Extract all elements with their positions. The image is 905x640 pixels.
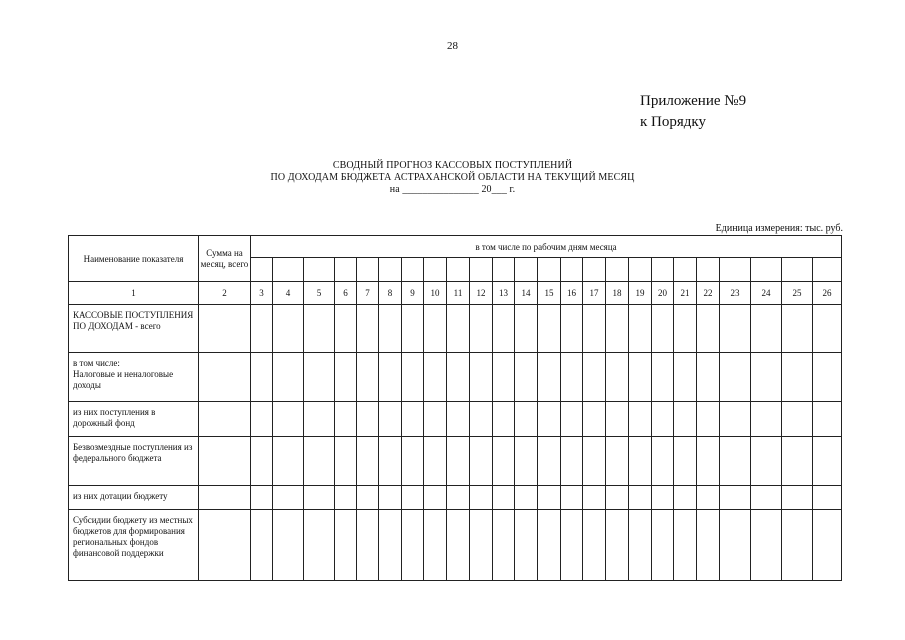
value-cell[interactable] — [538, 486, 561, 510]
column-number-cell: 10 — [424, 282, 447, 305]
column-number-cell: 11 — [447, 282, 470, 305]
column-number-row — [69, 282, 842, 305]
value-cell[interactable] — [304, 305, 335, 353]
value-cell[interactable] — [515, 402, 538, 437]
table-row — [69, 437, 842, 486]
column-number-cell: 13 — [493, 282, 515, 305]
appendix-subtitle: к Порядку — [640, 114, 706, 130]
column-number-cell: 25 — [782, 282, 813, 305]
value-cell[interactable] — [357, 486, 379, 510]
column-number-cell: 26 — [813, 282, 842, 305]
heading-date-line: на _______________ 20___ г. — [389, 184, 516, 195]
value-cell[interactable] — [493, 510, 515, 581]
value-cell[interactable] — [813, 437, 842, 486]
day-header-cell — [447, 258, 470, 282]
value-cell[interactable] — [199, 305, 251, 353]
value-cell[interactable] — [251, 353, 273, 402]
value-cell[interactable] — [606, 353, 629, 402]
value-cell[interactable] — [538, 510, 561, 581]
value-cell[interactable] — [697, 402, 720, 437]
value-cell[interactable] — [493, 437, 515, 486]
day-header-cell — [515, 258, 538, 282]
row-label: в том числе: Налоговые и неналоговые доходы — [69, 353, 199, 402]
table-row — [69, 305, 842, 353]
value-cell[interactable] — [379, 510, 402, 581]
value-cell[interactable] — [782, 486, 813, 510]
value-cell[interactable] — [751, 353, 782, 402]
column-number-cell: 23 — [720, 282, 751, 305]
column-number-cell: 21 — [674, 282, 697, 305]
value-cell[interactable] — [199, 510, 251, 581]
column-number-cell: 7 — [357, 282, 379, 305]
column-number-cell: 9 — [402, 282, 424, 305]
value-cell[interactable] — [273, 353, 304, 402]
value-cell[interactable] — [720, 437, 751, 486]
value-cell[interactable] — [251, 402, 273, 437]
value-cell[interactable] — [470, 510, 493, 581]
value-cell[interactable] — [561, 486, 583, 510]
value-cell[interactable] — [357, 437, 379, 486]
column-number-cell: 18 — [606, 282, 629, 305]
value-cell[interactable] — [720, 353, 751, 402]
value-cell[interactable] — [273, 437, 304, 486]
day-header-cell — [652, 258, 674, 282]
value-cell[interactable] — [357, 305, 379, 353]
day-header-cell — [357, 258, 379, 282]
value-cell[interactable] — [424, 402, 447, 437]
value-cell[interactable] — [515, 353, 538, 402]
day-header-cell — [629, 258, 652, 282]
value-cell[interactable] — [251, 437, 273, 486]
value-cell[interactable] — [629, 486, 652, 510]
value-cell[interactable] — [357, 402, 379, 437]
value-cell[interactable] — [629, 510, 652, 581]
value-cell[interactable] — [199, 353, 251, 402]
row-label: Безвозмездные поступления из федерального бюджета — [69, 437, 199, 486]
value-cell[interactable] — [447, 486, 470, 510]
day-header-cell — [782, 258, 813, 282]
value-cell[interactable] — [629, 353, 652, 402]
value-cell[interactable] — [357, 510, 379, 581]
value-cell[interactable] — [251, 510, 273, 581]
value-cell[interactable] — [424, 353, 447, 402]
value-cell[interactable] — [335, 510, 357, 581]
value-cell[interactable] — [515, 486, 538, 510]
value-cell[interactable] — [199, 402, 251, 437]
heading-line-2: ПО ДОХОДАМ БЮДЖЕТА АСТРАХАНСКОЙ ОБЛАСТИ НА ТЕКУЩИЙ МЕСЯЦ — [270, 172, 635, 183]
column-number-cell: 5 — [304, 282, 335, 305]
value-cell[interactable] — [538, 402, 561, 437]
value-cell[interactable] — [697, 486, 720, 510]
column-number-cell: 15 — [538, 282, 561, 305]
value-cell[interactable] — [652, 437, 674, 486]
value-cell[interactable] — [720, 510, 751, 581]
row-label: из них поступления в дорожный фонд — [69, 402, 199, 437]
header-working-days-group: в том числе по рабочим дням месяца — [251, 236, 842, 258]
column-number-cell: 20 — [652, 282, 674, 305]
column-number-cell: 24 — [751, 282, 782, 305]
value-cell[interactable] — [697, 510, 720, 581]
row-label: Субсидии бюджету из местных бюджетов для формирования региональных фондов финансовой поддержки — [69, 510, 199, 581]
value-cell[interactable] — [357, 353, 379, 402]
value-cell[interactable] — [304, 437, 335, 486]
value-cell[interactable] — [402, 486, 424, 510]
value-cell[interactable] — [470, 486, 493, 510]
value-cell[interactable] — [674, 510, 697, 581]
value-cell[interactable] — [720, 305, 751, 353]
row-label: из них дотации бюджету — [69, 486, 199, 510]
column-number-cell: 12 — [470, 282, 493, 305]
value-cell[interactable] — [561, 510, 583, 581]
column-number-cell: 3 — [251, 282, 273, 305]
value-cell[interactable] — [470, 353, 493, 402]
value-cell[interactable] — [199, 486, 251, 510]
value-cell[interactable] — [515, 437, 538, 486]
column-number-cell: 2 — [199, 282, 251, 305]
value-cell[interactable] — [304, 486, 335, 510]
day-header-cell — [251, 258, 273, 282]
value-cell[interactable] — [583, 437, 606, 486]
appendix-title: Приложение №9 — [640, 93, 747, 109]
value-cell[interactable] — [493, 402, 515, 437]
value-cell[interactable] — [751, 402, 782, 437]
value-cell[interactable] — [447, 305, 470, 353]
day-header-cell — [561, 258, 583, 282]
day-header-cell — [273, 258, 304, 282]
value-cell[interactable] — [751, 437, 782, 486]
value-cell[interactable] — [470, 402, 493, 437]
table-row — [69, 510, 842, 581]
value-cell[interactable] — [304, 402, 335, 437]
value-cell[interactable] — [273, 486, 304, 510]
value-cell[interactable] — [273, 510, 304, 581]
value-cell[interactable] — [538, 353, 561, 402]
value-cell[interactable] — [697, 353, 720, 402]
value-cell[interactable] — [606, 510, 629, 581]
value-cell[interactable] — [447, 437, 470, 486]
value-cell[interactable] — [447, 353, 470, 402]
value-cell[interactable] — [251, 486, 273, 510]
column-number-cell: 4 — [273, 282, 304, 305]
header-month-total: Сумма на месяц, всего — [199, 236, 251, 282]
value-cell[interactable] — [813, 510, 842, 581]
value-cell[interactable] — [583, 402, 606, 437]
column-number-cell: 19 — [629, 282, 652, 305]
value-cell[interactable] — [251, 305, 273, 353]
value-cell[interactable] — [493, 353, 515, 402]
day-header-cell — [402, 258, 424, 282]
value-cell[interactable] — [304, 510, 335, 581]
value-cell[interactable] — [813, 486, 842, 510]
column-number-cell: 8 — [379, 282, 402, 305]
value-cell[interactable] — [629, 437, 652, 486]
value-cell[interactable] — [583, 486, 606, 510]
value-cell[interactable] — [424, 437, 447, 486]
value-cell[interactable] — [447, 402, 470, 437]
value-cell[interactable] — [720, 486, 751, 510]
column-number-cell: 16 — [561, 282, 583, 305]
value-cell[interactable] — [652, 402, 674, 437]
day-header-cell — [583, 258, 606, 282]
value-cell[interactable] — [538, 437, 561, 486]
value-cell[interactable] — [782, 353, 813, 402]
value-cell[interactable] — [813, 353, 842, 402]
value-cell[interactable] — [379, 305, 402, 353]
value-cell[interactable] — [782, 305, 813, 353]
table-row — [69, 402, 842, 437]
value-cell[interactable] — [447, 510, 470, 581]
value-cell[interactable] — [583, 510, 606, 581]
value-cell[interactable] — [402, 353, 424, 402]
day-header-cell — [606, 258, 629, 282]
table-body — [69, 305, 842, 581]
column-number-cell: 17 — [583, 282, 606, 305]
value-cell[interactable] — [583, 305, 606, 353]
day-header-cell — [674, 258, 697, 282]
value-cell[interactable] — [335, 437, 357, 486]
value-cell[interactable] — [379, 437, 402, 486]
value-cell[interactable] — [379, 486, 402, 510]
value-cell[interactable] — [751, 510, 782, 581]
heading-line-1: СВОДНЫЙ ПРОГНОЗ КАССОВЫХ ПОСТУПЛЕНИЙ — [332, 160, 573, 171]
header-indicator-name: Наименование показателя — [69, 236, 199, 282]
value-cell[interactable] — [629, 402, 652, 437]
value-cell[interactable] — [379, 402, 402, 437]
value-cell[interactable] — [402, 402, 424, 437]
value-cell[interactable] — [561, 305, 583, 353]
day-header-cell — [304, 258, 335, 282]
value-cell[interactable] — [493, 305, 515, 353]
appendix-reference — [640, 91, 746, 133]
table-row — [69, 486, 842, 510]
value-cell[interactable] — [335, 305, 357, 353]
page-number: 28 — [447, 40, 458, 52]
value-cell[interactable] — [813, 402, 842, 437]
day-header-cell — [813, 258, 842, 282]
value-cell[interactable] — [674, 402, 697, 437]
value-cell[interactable] — [782, 437, 813, 486]
value-cell[interactable] — [538, 305, 561, 353]
value-cell[interactable] — [606, 437, 629, 486]
day-header-cell — [379, 258, 402, 282]
value-cell[interactable] — [304, 353, 335, 402]
value-cell[interactable] — [561, 353, 583, 402]
column-number-cell: 14 — [515, 282, 538, 305]
column-number-cell: 22 — [697, 282, 720, 305]
value-cell[interactable] — [629, 305, 652, 353]
column-number-cell: 1 — [69, 282, 199, 305]
forecast-table — [68, 235, 842, 581]
value-cell[interactable] — [606, 486, 629, 510]
value-cell[interactable] — [751, 305, 782, 353]
value-cell[interactable] — [697, 305, 720, 353]
value-cell[interactable] — [674, 305, 697, 353]
value-cell[interactable] — [674, 353, 697, 402]
value-cell[interactable] — [652, 510, 674, 581]
value-cell[interactable] — [424, 510, 447, 581]
value-cell[interactable] — [335, 353, 357, 402]
table-row — [69, 353, 842, 402]
value-cell[interactable] — [751, 486, 782, 510]
day-header-cell — [335, 258, 357, 282]
value-cell[interactable] — [424, 305, 447, 353]
unit-of-measure: Единица измерения: тыс. руб. — [715, 223, 843, 234]
value-cell[interactable] — [273, 305, 304, 353]
column-number-cell: 6 — [335, 282, 357, 305]
value-cell[interactable] — [402, 305, 424, 353]
value-cell[interactable] — [493, 486, 515, 510]
value-cell[interactable] — [674, 437, 697, 486]
value-cell[interactable] — [782, 402, 813, 437]
value-cell[interactable] — [561, 402, 583, 437]
day-header-cell — [493, 258, 515, 282]
row-label: КАССОВЫЕ ПОСТУПЛЕНИЯ ПО ДОХОДАМ - всего — [69, 305, 199, 353]
value-cell[interactable] — [424, 486, 447, 510]
document-heading — [0, 160, 905, 196]
value-cell[interactable] — [652, 486, 674, 510]
value-cell[interactable] — [199, 437, 251, 486]
day-header-cell — [538, 258, 561, 282]
day-header-cell — [720, 258, 751, 282]
value-cell[interactable] — [606, 305, 629, 353]
value-cell[interactable] — [335, 402, 357, 437]
value-cell[interactable] — [652, 305, 674, 353]
value-cell[interactable] — [782, 510, 813, 581]
value-cell[interactable] — [652, 353, 674, 402]
day-header-cell — [697, 258, 720, 282]
value-cell[interactable] — [813, 305, 842, 353]
value-cell[interactable] — [674, 486, 697, 510]
value-cell[interactable] — [515, 305, 538, 353]
value-cell[interactable] — [720, 402, 751, 437]
day-header-cell — [470, 258, 493, 282]
day-header-cell — [424, 258, 447, 282]
value-cell[interactable] — [606, 402, 629, 437]
value-cell[interactable] — [335, 486, 357, 510]
value-cell[interactable] — [583, 353, 606, 402]
value-cell[interactable] — [379, 353, 402, 402]
day-header-cell — [751, 258, 782, 282]
value-cell[interactable] — [697, 437, 720, 486]
value-cell[interactable] — [470, 305, 493, 353]
value-cell[interactable] — [402, 437, 424, 486]
value-cell[interactable] — [402, 510, 424, 581]
value-cell[interactable] — [273, 402, 304, 437]
value-cell[interactable] — [515, 510, 538, 581]
value-cell[interactable] — [470, 437, 493, 486]
value-cell[interactable] — [561, 437, 583, 486]
